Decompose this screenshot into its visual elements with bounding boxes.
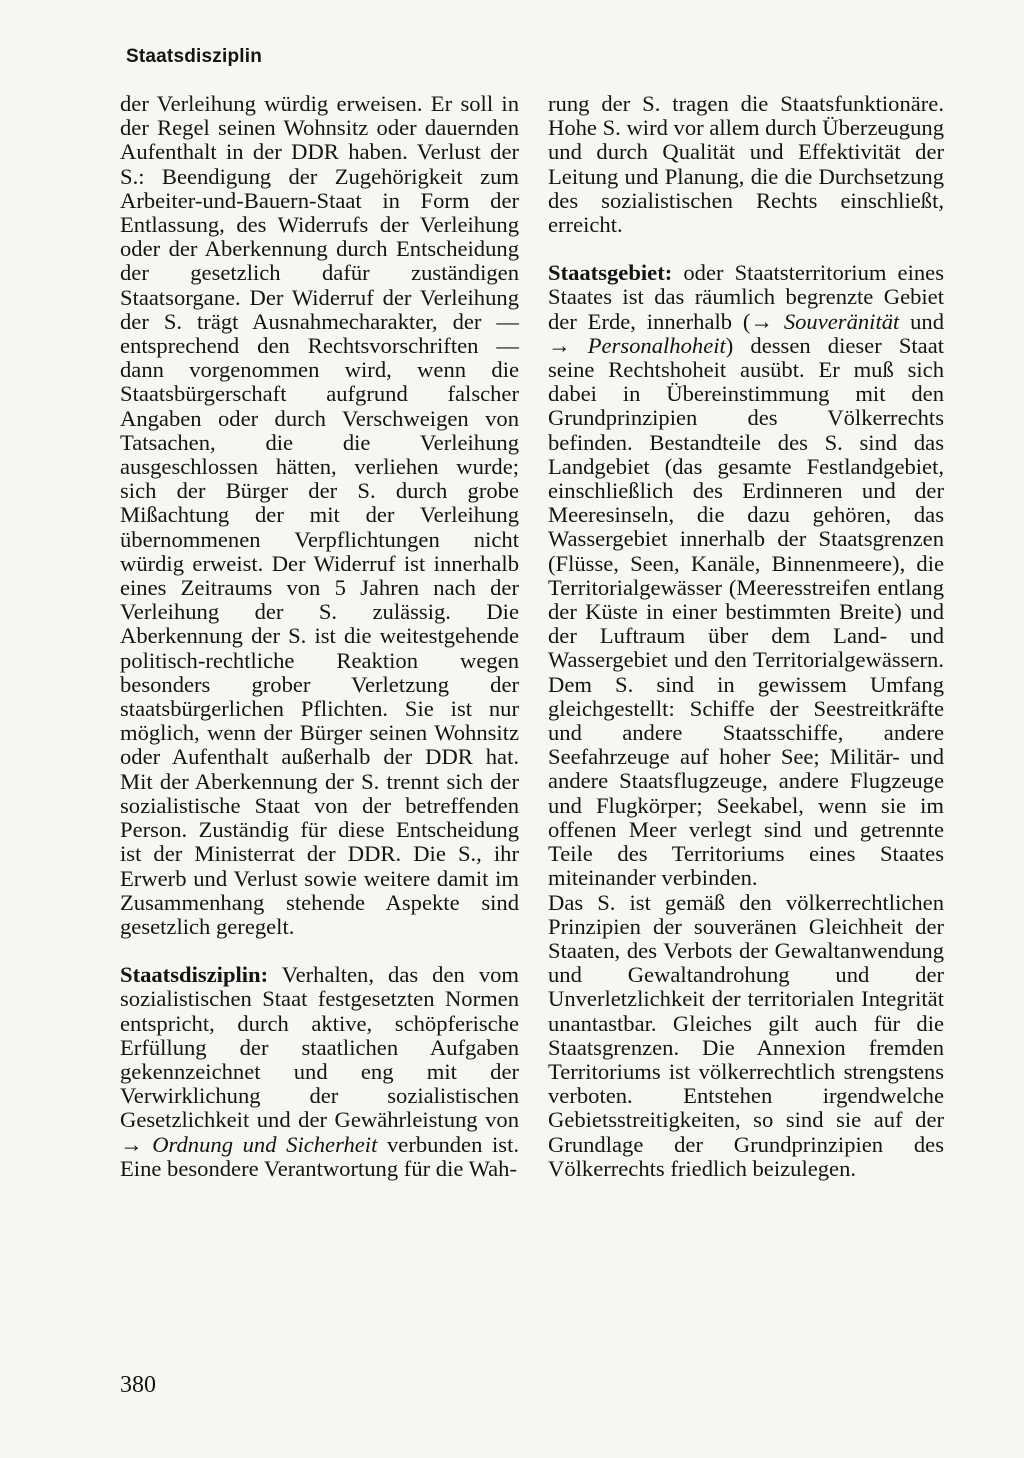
running-title: Staatsdisziplin — [126, 46, 263, 67]
entry-staatsdisziplin — [120, 963, 519, 1181]
cross-reference: Personalhoheit — [587, 332, 726, 358]
entry-text: und → — [548, 308, 944, 358]
right-column — [548, 92, 944, 1181]
entry-staatsgebiet-paragraph-2: Das S. ist gemäß den völkerrechtlichen Prinzipien der souveränen Gleichheit der Staaten, des Verbots der Gewaltanwendung und Gewaltandrohung und der Unverletzlichkeit der territorialen Integrität unantastbar. Gleiches gilt auch für die Staatsgrenzen. Die Annexion fremden Territoriums ist völkerrechtlich strengstens verboten. Entstehen irgendwelche Gebietsstreitigkeiten, so sind sie auf der Grundlage der Grundprinzipien des Völkerrechts friedlich beizulegen. — [548, 889, 944, 1181]
entry-text: verbunden ist. Eine besondere Verantwortung für die Wah- — [120, 1131, 519, 1181]
page-number: 380 — [120, 1372, 156, 1398]
entry-text: Verhalten, das den vom sozialistischen Staat festgesetzten Normen entspricht, durch aktive, schöpferische Erfüllung der staatlichen Aufgaben gekennzeichnet und eng mit der Verwirklichung der sozialistischen Gesetzlichkeit und der Gewährleistung von → — [120, 962, 519, 1157]
entry-text: oder Staatsterritorium eines Staates ist das räumlich begrenzte Gebiet der Erde, innerhalb (→ — [548, 260, 944, 334]
left-continuation-paragraph: der Verleihung würdig erweisen. Er soll in der Regel seinen Wohnsitz oder dauernden Aufenthalt in der DDR haben. Verlust der S.: Beendigung der Zugehörigkeit zum Arbeiter-und-Bauern-Staat in Form der Entlassung, des Widerrufs der Verleihung oder der Aberkennung durch Entscheidung der gesetzlich dafür zuständigen Staatsorgane. Der Widerruf der Verleihung der S. trägt Ausnahmecharakter, der — entsprechend den Rechtsvorschriften — dann vorgenommen wird, wenn die Staatsbürgerschaft aufgrund falscher Angaben oder durch Verschweigen von Tatsachen, die die Verleihung ausgeschlossen hätten, verliehen wurde; sich der Bürger der S. durch grobe Mißachtung der mit der Verleihung übernommenen Verpflichtungen nicht würdig erweist. Der Widerruf ist innerhalb eines Zeitraums von 5 Jahren nach der Verleihung der S. zulässig. Die Aberkennung der S. ist die weitestgehende politisch-rechtliche Reaktion wegen besonders grober Verletzung der staatsbürgerlichen Pflichten. Sie ist nur möglich, wenn der Bürger seinen Wohnsitz oder Aufenthalt außerhalb der DDR hat. Mit der Aberkennung der S. trennt sich der sozialistische Staat von der betreffenden Person. Zuständig für diese Entscheidung ist der Ministerrat der DDR. Die S., ihr Erwerb und Verlust sowie weitere damit im Zusammenhang stehende Aspekte sind gesetzlich geregelt. — [120, 91, 519, 939]
entry-staatsgebiet — [548, 261, 944, 890]
right-continuation-paragraph: rung der S. tragen die Staatsfunktionäre. Hohe S. wird vor allem durch Überzeugung und durch Qualität und Effektivität der Leitung und Planung, die die Durchsetzung des sozialistischen Rechts einschließt, erreicht. — [548, 91, 944, 238]
entry-term: Staatsdisziplin: — [120, 962, 269, 988]
cross-reference: Souveränität — [783, 308, 900, 334]
cross-reference: Ordnung und Sicherheit — [152, 1131, 378, 1157]
entry-text: ) dessen dieser Staat seine Rechtshoheit ausübt. Er muß sich dabei in Übereinstimmung mit den Grundprinzipien des Völkerrechts befinden. Bestandteile des S. sind das Landgebiet (das gesamte Festlandgebiet, einschließlich des Erdinneren und der Meeresinseln, die dazu gehören, das Wassergebiet innerhalb der Staatsgrenzen (Flüsse, Seen, Kanäle, Binnenmeere), die Territorialgewässer (Meeresstreifen entlang der Küste in einer bestimmten Breite) und der Luftraum über dem Land- und Wassergebiet und den Territorialgewässern. Dem S. sind in gewissem Umfang gleichgestellt: Schiffe der Seestreitkräfte und andere Staatsschiffe, andere Seefahrzeuge auf hoher See; Militär- und andere Staatsflugzeuge, andere Flugzeuge und Flugkörper; Seekabel, wenn sie im offenen Meer verlegt sind und getrennte Teile des Territoriums eines Staates miteinander verbinden. — [548, 332, 945, 891]
left-column — [120, 92, 519, 1181]
entry-term: Staatsgebiet: — [548, 260, 673, 286]
